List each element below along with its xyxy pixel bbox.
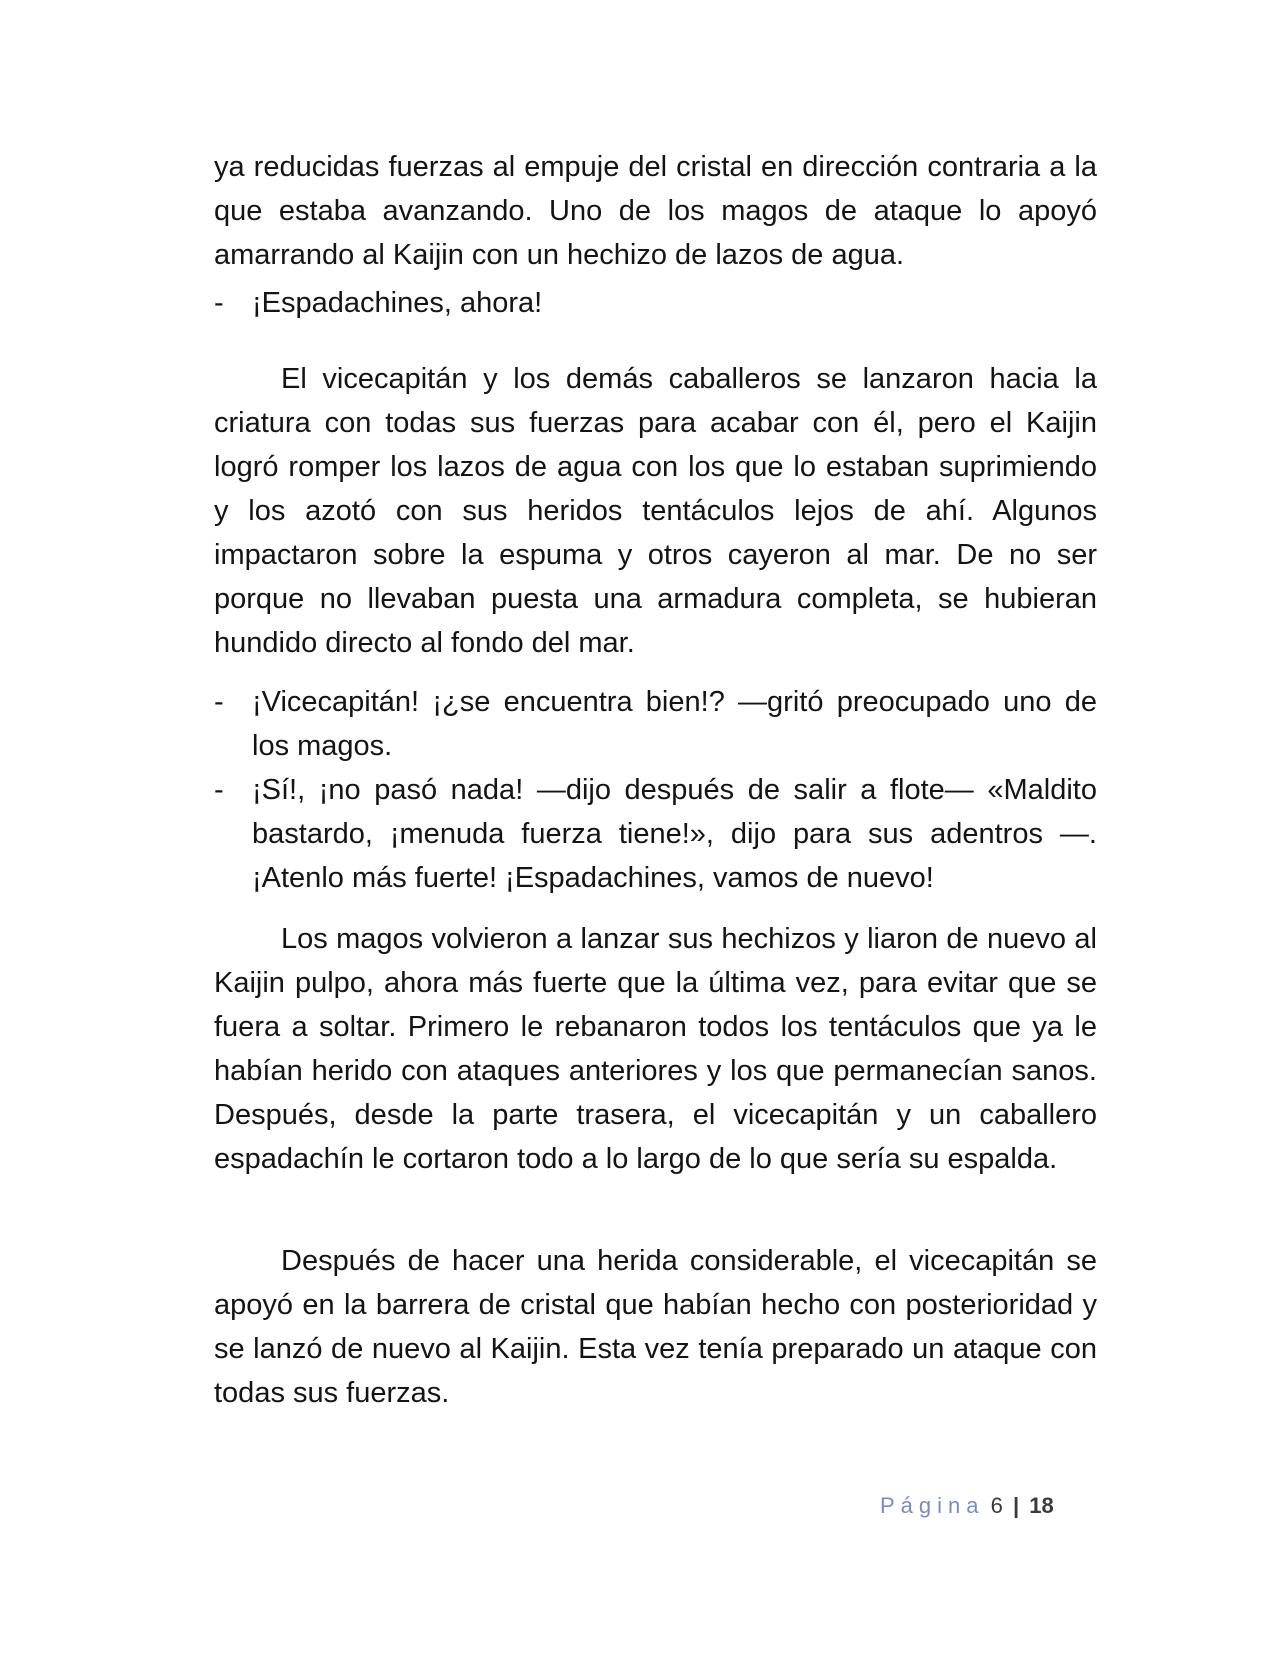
dialogue-dash: - <box>214 287 224 319</box>
page-total: 18 <box>1029 1493 1054 1518</box>
dialogue-dash: - <box>214 686 224 718</box>
dialogue-text: ¡Espadachines, ahora! <box>252 287 543 319</box>
paragraph-4: Después de hacer una herida considerable, el vicecapitán se apoyó en la barrera de cristal que habían hecho con posterioridad y se lanzó de nuevo al Kaijin. Esta vez tenía preparado un ataque con todas sus fuerzas. <box>214 1245 1097 1409</box>
paragraph-3: Los magos volvieron a lanzar sus hechizos y liaron de nuevo al Kaijin pulpo, ahora más fuerte que la última vez, para evitar que se fuera a soltar. Primero le rebanaron todos los tentáculos que ya le habían herido con ataques anteriores y los que permanecían sanos. Después, desde la parte trasera, el vicecapitán y un caballero espadachín le cortaron todo a lo largo de lo que sería su espalda. <box>214 923 1097 1175</box>
dialogue-text: ¡Sí!, ¡no pasó nada! —dijo después de salir a flote— «Maldito bastardo, ¡menuda fuerza tiene!», dijo para sus adentros —. ¡Atenlo más fuerte! ¡Espadachines, vamos de nuevo! <box>252 774 1097 894</box>
page-footer <box>880 1491 1070 1521</box>
paragraph-1: ya reducidas fuerzas al empuje del cristal en dirección contraria a la que estaba avanzando. Uno de los magos de ataque lo apoyó amarrando al Kaijin con un hechizo de lazos de agua. <box>214 151 1097 271</box>
dialogue-dash: - <box>214 774 224 806</box>
dialogue-line-1 <box>214 281 1097 325</box>
page-number: 6 <box>990 1493 1003 1518</box>
page-separator: | <box>1013 1493 1020 1518</box>
dialogue-line-2 <box>214 680 1097 768</box>
paragraph-2: El vicecapitán y los demás caballeros se lanzaron hacia la criatura con todas sus fuerzas para acabar con él, pero el Kaijin logró romper los lazos de agua con los que lo estaban suprimiendo y los azotó con sus heridos tentáculos lejos de ahí. Algunos impactaron sobre la espuma y otros cayeron al mar. De no ser porque no llevaban puesta una armadura completa, se hubieran hundido directo al fondo del mar. <box>214 363 1097 659</box>
dialogue-text: ¡Vicecapitán! ¡¿se encuentra bien!? —gritó preocupado uno de los magos. <box>252 686 1097 762</box>
page-label: Página <box>880 1493 985 1518</box>
dialogue-line-3 <box>214 768 1097 900</box>
